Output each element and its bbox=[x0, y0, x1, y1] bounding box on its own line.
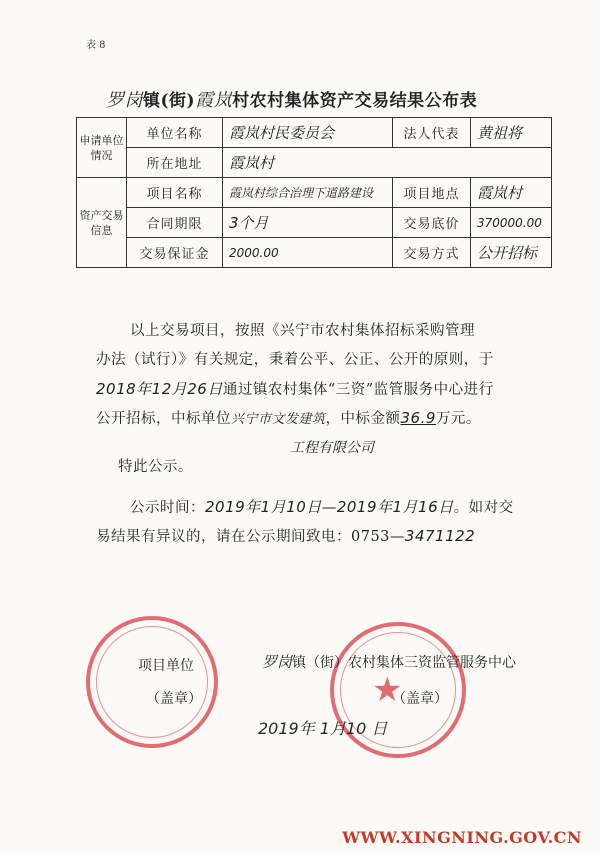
legal-rep-label: 法人代表 bbox=[393, 118, 471, 148]
center-name-text: 镇（街）农村集体三资监管服务中心 bbox=[292, 655, 517, 671]
group-applicant: 申请单位情况 bbox=[77, 118, 127, 178]
site-watermark: WWW.XINGNING.GOV.CN bbox=[342, 828, 582, 847]
title-text: 村农村集体资产交易结果公布表 bbox=[232, 91, 478, 111]
notice-line-4-a: 公开招标，中标单位 bbox=[96, 411, 231, 427]
winning-amount-handwritten: 36.9 bbox=[400, 409, 436, 427]
publicity-end-handwritten: 2019年1月16日 bbox=[336, 498, 454, 516]
title-village-handwritten: 霞岚 bbox=[195, 90, 233, 111]
info-table bbox=[76, 117, 552, 268]
project-name-label: 项目名称 bbox=[127, 178, 223, 208]
table-row bbox=[77, 148, 552, 178]
publicity-label: 公示时间： bbox=[130, 500, 205, 516]
footer-town-handwritten: 罗岗 bbox=[262, 653, 293, 671]
table-row bbox=[77, 178, 552, 208]
deposit-value: 2000.00 bbox=[223, 238, 393, 268]
contract-term-label: 合同期限 bbox=[127, 208, 223, 238]
notice-line-1: 以上交易项目，按照《兴宁市农村集体招标采购管理 bbox=[130, 323, 475, 339]
floor-price-value: 370000.00 bbox=[471, 208, 552, 238]
project-unit-seal-label: （盖章） bbox=[146, 691, 202, 707]
address-value: 霞岚村 bbox=[223, 148, 552, 178]
notice-line-2: 办法（试行）》有关规定，秉着公平、公正、公开的原则，于 bbox=[96, 352, 494, 368]
center-seal-label: （盖章） bbox=[392, 691, 448, 707]
page-title bbox=[106, 86, 477, 112]
notice-line-4-b: ，中标金额 bbox=[325, 411, 401, 427]
project-name-value: 霞岚村综合治理下道路建设 bbox=[223, 178, 393, 208]
title-town-suffix: 镇(街) bbox=[143, 91, 196, 111]
phone-prefix: 0753— bbox=[351, 529, 405, 545]
project-location-label: 项目地点 bbox=[393, 178, 471, 208]
publicity-line-rest: 。如对交 bbox=[453, 500, 514, 516]
table-row bbox=[77, 238, 552, 268]
publicity-period-line bbox=[130, 493, 590, 523]
tender-date-handwritten: 2018年12月26日 bbox=[96, 380, 223, 398]
title-town-handwritten: 罗岗 bbox=[106, 90, 143, 111]
floor-price-label: 交易底价 bbox=[393, 208, 471, 238]
notice-closing: 特此公示。 bbox=[118, 459, 193, 475]
table-row bbox=[77, 208, 552, 238]
notice-line-4 bbox=[96, 404, 556, 434]
deposit-label: 交易保证金 bbox=[127, 238, 223, 268]
project-unit-label: 项目单位 bbox=[138, 658, 194, 674]
winner-name-handwritten-line-2: 工程有限公司 bbox=[290, 440, 374, 456]
unit-name-value: 霞岚村民委员会 bbox=[223, 118, 393, 148]
unit-name-label: 单位名称 bbox=[127, 118, 223, 148]
group-asset: 资产交易信息 bbox=[77, 178, 127, 268]
village-committee-seal bbox=[86, 616, 218, 748]
trade-method-value: 公开招标 bbox=[471, 238, 552, 268]
form-number: 表 8 bbox=[86, 40, 106, 51]
signing-date-handwritten: 2019年 1月10 日 bbox=[258, 719, 388, 738]
legal-rep-value: 黄祖将 bbox=[471, 118, 552, 148]
publicity-dash: — bbox=[321, 500, 337, 516]
address-label: 所在地址 bbox=[127, 148, 223, 178]
publicity-start-handwritten: 2019年1月10日 bbox=[205, 498, 322, 516]
contract-term-value: 3个月 bbox=[223, 208, 393, 238]
winner-name-handwritten: 兴宁市文发建筑 bbox=[231, 412, 326, 427]
table-row bbox=[77, 118, 552, 148]
notice-line-4-c: 万元。 bbox=[435, 411, 481, 427]
phone-number-handwritten: 3471122 bbox=[404, 527, 476, 545]
project-location-value: 霞岚村 bbox=[471, 178, 552, 208]
objection-contact-line bbox=[96, 522, 556, 552]
supervision-center-name bbox=[262, 651, 516, 672]
trade-method-label: 交易方式 bbox=[393, 238, 471, 268]
notice-line-3-rest: 通过镇农村集体“三资”监管服务中心进行 bbox=[222, 382, 494, 398]
notice-line-3 bbox=[96, 375, 556, 405]
star-icon: ★ bbox=[372, 670, 403, 710]
objection-text: 易结果有异议的，请在公示期间致电： bbox=[96, 529, 351, 545]
